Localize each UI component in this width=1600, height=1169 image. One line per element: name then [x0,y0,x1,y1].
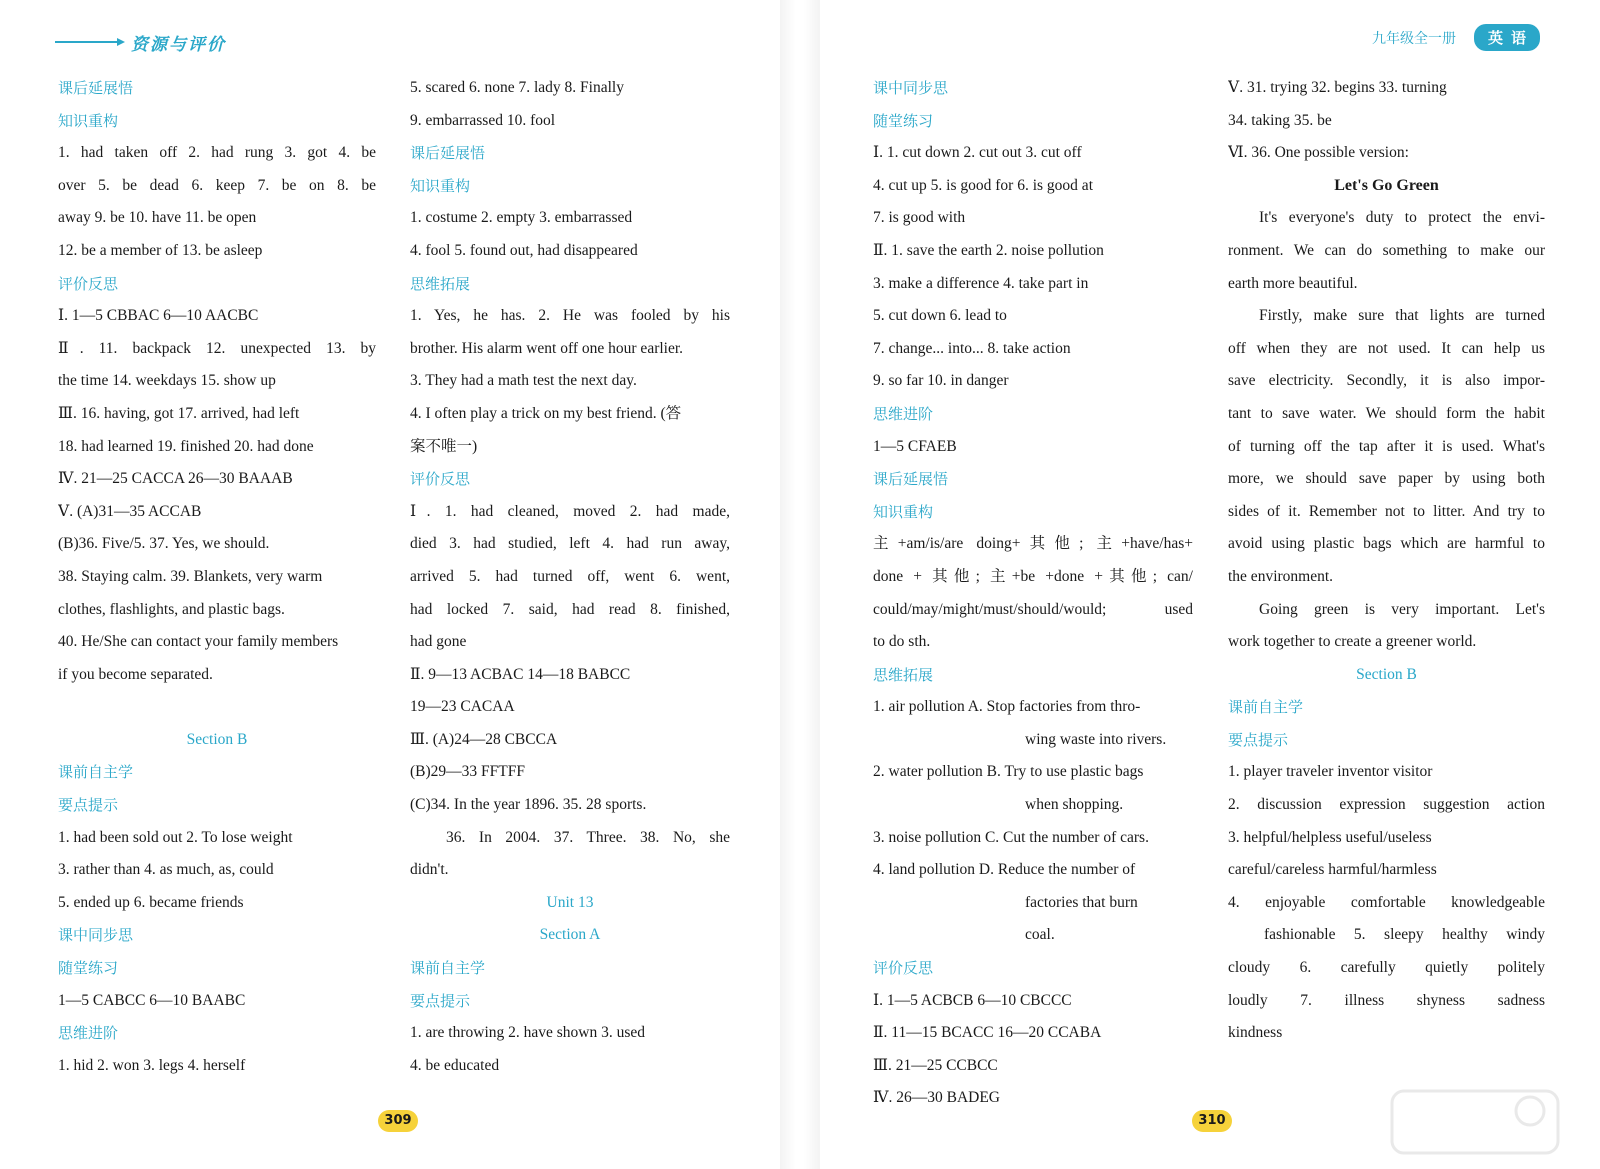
answer-line: Ⅴ. 31. trying 32. begins 33. turning [1228,79,1447,96]
answer-line: 12. be a member of 13. be asleep [58,241,263,259]
answer-line: 1—5 CFAEB [873,437,957,455]
answer-line: 7. change... into... 8. take action [873,339,1071,357]
watermark-logo [1390,1089,1560,1155]
section-title: Section B [1356,665,1417,683]
right-page [820,0,1600,1169]
section-heading: 要点提示 [58,796,119,815]
answer-line: careful/careless harmful/harmless [1228,861,1437,879]
answer-line: ronment. We can do something to make our [1228,241,1545,259]
answer-line: Ⅱ. 11—15 BCACC 16—20 CCABA [873,1024,1102,1042]
answer-line: of turning off the tap after it is used. What's [1228,437,1545,455]
answer-line: 19—23 CACAA [410,698,515,716]
answer-line: 3. helpful/helpless useful/useless [1228,828,1432,846]
page-gutter [780,0,820,1169]
answer-line: Ⅲ. 21—25 CCBCC [873,1056,998,1074]
section-title: Section A [539,926,601,944]
answer-line: Ⅲ. 16. having, got 17. arrived, had left [58,404,300,422]
page-number-left: 309 [378,1110,418,1132]
answer-line: 4. land pollution D. Reduce the number of [873,861,1136,879]
section-title: Unit 13 [546,893,594,911]
answer-line: Ⅰ. 1. had cleaned, moved 2. had made, [410,502,730,520]
answer-line: 40. He/She can contact your family members [58,633,339,651]
section-heading: 课后延展悟 [410,144,486,163]
section-heading: 课后延展悟 [58,79,134,97]
section-heading: 评价反思 [58,274,119,293]
answer-line: could/may/might/must/should/would; used [873,600,1193,618]
column-2 [410,72,730,1082]
arrow-icon [117,38,125,46]
answer-line: (B)36. Five/5. 37. Yes, we should. [58,535,270,553]
answer-line: had locked 7. said, had read 8. finished, [410,600,730,618]
answer-line: arrived 5. had turned off, went 6. went, [410,567,730,585]
answer-line: Going green is very important. Let's [1259,600,1545,618]
answer-line: more, we should save paper by using both [1228,470,1545,488]
answer-line: avoid using plastic bags which are harmful to [1228,535,1545,553]
answer-line: 1—5 CABCC 6—10 BAABC [58,991,246,1009]
right-header [1372,24,1540,51]
answer-line: coal. [1025,926,1055,944]
answer-line: 3. rather than 4. as much, as, could [58,861,274,879]
section-heading: 课前自主学 [410,959,486,978]
left-page [0,0,780,1169]
answer-line: Ⅱ. 11. backpack 12. unexpected 13. by [58,339,376,357]
brand-line [55,41,117,43]
answer-line: sides of it. Remember not to litter. And try to [1228,502,1545,520]
answer-line: 1. hid 2. won 3. legs 4. herself [58,1056,246,1074]
answer-line: 1. air pollution A. Stop factories from thro- [873,698,1141,716]
answer-line: died 3. had studied, left 4. had run away, [410,535,730,553]
answer-line: 主+am/is/are doing+其他; 主+have/has+ [873,535,1193,553]
answer-line: 18. had learned 19. finished 20. had done [58,437,314,455]
answer-line: 2. water pollution B. Try to use plastic bags [873,763,1144,781]
answer-line: 案不唯一) [410,437,478,455]
section-heading: 知识重构 [410,176,471,195]
section-title: Section B [186,730,248,748]
answer-line: 5. scared 6. none 7. lady 8. Finally [410,79,624,96]
answer-line: clothes, flashlights, and plastic bags. [58,600,285,618]
answer-line: didn't. [410,861,449,879]
answer-line: work together to create a greener world. [1228,633,1477,651]
column-4 [1228,72,1545,1050]
page-number-right: 310 [1192,1110,1232,1132]
answer-line: 1. player traveler inventor visitor [1228,763,1433,781]
answer-line: 5. cut down 6. lead to [873,307,1007,325]
answer-line: (C)34. In the year 1896. 35. 28 sports. [410,796,647,814]
section-heading: 课前自主学 [58,763,134,782]
answer-line: save electricity. Secondly, it is also impor- [1228,372,1545,390]
brand-title: 资源与评价 [131,34,226,55]
answer-line: 1. Yes, he has. 2. He was fooled by his [410,307,730,325]
section-title: Let's Go Green [1334,176,1439,194]
answer-line: away 9. be 10. have 11. be open [58,209,257,227]
answer-line: 2. discussion expression suggestion action [1228,796,1545,814]
answer-line: Ⅱ. 9—13 ACBAC 14—18 BABCC [410,665,631,683]
answer-line: Ⅳ. 21—25 CACCA 26—30 BAAAB [58,470,293,488]
section-heading: 要点提示 [410,991,471,1010]
section-heading: 思维进阶 [58,1024,119,1043]
answer-line: over 5. be dead 6. keep 7. be on 8. be [58,176,376,194]
answer-line: Ⅱ. 1. save the earth 2. noise pollution [873,241,1104,259]
section-heading: 随堂练习 [58,959,119,978]
answer-line: off when they are not used. It can help us [1228,339,1545,357]
answer-line: when shopping. [1025,796,1124,814]
answer-line: Ⅰ. 1. cut down 2. cut out 3. cut off [873,144,1082,162]
answer-line: 4. enjoyable comfortable knowledgeable [1228,893,1545,911]
answer-line: 1. had been sold out 2. To lose weight [58,828,293,846]
answer-line: Firstly, make sure that lights are turned [1259,307,1545,325]
answer-line: factories that burn [1025,893,1138,911]
answer-line: done + 其他; 主+be +done +其他; can/ [873,567,1193,585]
section-heading: 课中同步思 [58,926,134,945]
subject-badge: 英语 [1474,24,1540,51]
grade-label: 九年级全一册 [1371,30,1456,47]
answer-line: 1. are throwing 2. have shown 3. used [410,1024,646,1042]
section-heading: 知识重构 [873,502,934,521]
section-heading: 随堂练习 [873,111,934,130]
answer-line: kindness [1228,1024,1283,1042]
section-heading: 思维进阶 [873,404,934,423]
answer-line: 1. costume 2. empty 3. embarrassed [410,209,633,227]
answer-line: 38. Staying calm. 39. Blankets, very warm [58,567,323,585]
section-heading: 知识重构 [58,111,119,130]
answer-line: Ⅳ. 26—30 BADEG [873,1089,1000,1107]
answer-line: brother. His alarm went off one hour earlier. [410,339,684,357]
answer-line: had gone [410,633,467,651]
section-heading: 课前自主学 [1228,698,1304,717]
column-3 [873,72,1193,1115]
answer-line: 4. I often play a trick on my best friend. (答 [410,404,682,422]
answer-line: 9. so far 10. in danger [873,372,1009,390]
answer-line: Ⅰ. 1—5 ACBCB 6—10 CBCCC [873,991,1072,1009]
answer-line: the environment. [1228,567,1334,585]
answer-line: 36. In 2004. 37. Three. 38. No, she [446,828,730,846]
answer-line: 3. noise pollution C. Cut the number of cars. [873,828,1149,846]
answer-line: 7. is good with [873,209,966,227]
answer-line: Ⅴ. (A)31—35 ACCAB [58,502,202,520]
answer-line: wing waste into rivers. [1025,730,1167,748]
answer-line: 9. embarrassed 10. fool [410,111,556,129]
answer-line [58,691,376,724]
answer-line: the time 14. weekdays 15. show up [58,372,276,390]
brand-header [55,30,226,54]
answer-line: 4. cut up 5. is good for 6. is good at [873,176,1093,194]
section-heading: 要点提示 [1228,730,1289,749]
section-heading: 课后延展悟 [873,470,949,489]
answer-line: 3. make a difference 4. take part in [873,274,1089,292]
column-1 [58,72,376,1082]
answer-line: 1. had taken off 2. had rung 3. got 4. be [58,144,376,162]
answer-line: loudly 7. illness shyness sadness [1228,991,1545,1009]
answer-line: Ⅰ. 1—5 CBBAC 6—10 AACBC [58,307,259,325]
section-heading: 思维拓展 [410,274,471,293]
answer-line: It's everyone's duty to protect the envi- [1259,209,1545,227]
answer-line: Ⅵ. 36. One possible version: [1228,144,1409,162]
answer-line: to do sth. [873,633,931,651]
section-heading: 课中同步思 [873,79,949,97]
section-heading: 评价反思 [410,470,471,489]
answer-line: 3. They had a math test the next day. [410,372,637,390]
answer-line: Ⅲ. (A)24—28 CBCCA [410,730,558,748]
section-heading: 评价反思 [873,959,934,978]
section-heading: 思维拓展 [873,665,934,684]
answer-line: 4. be educated [410,1056,500,1074]
answer-line: cloudy 6. carefully quietly politely [1228,959,1545,977]
answer-line: fashionable 5. sleepy healthy windy [1264,926,1545,944]
answer-line: (B)29—33 FFTFF [410,763,525,781]
answer-line: 34. taking 35. be [1228,111,1332,129]
answer-line: if you become separated. [58,665,213,683]
answer-line: 5. ended up 6. became friends [58,893,244,911]
answer-line: 4. fool 5. found out, had disappeared [410,241,638,259]
answer-line: earth more beautiful. [1228,274,1358,292]
answer-line: tant to save water. We should form the habit [1228,404,1545,422]
